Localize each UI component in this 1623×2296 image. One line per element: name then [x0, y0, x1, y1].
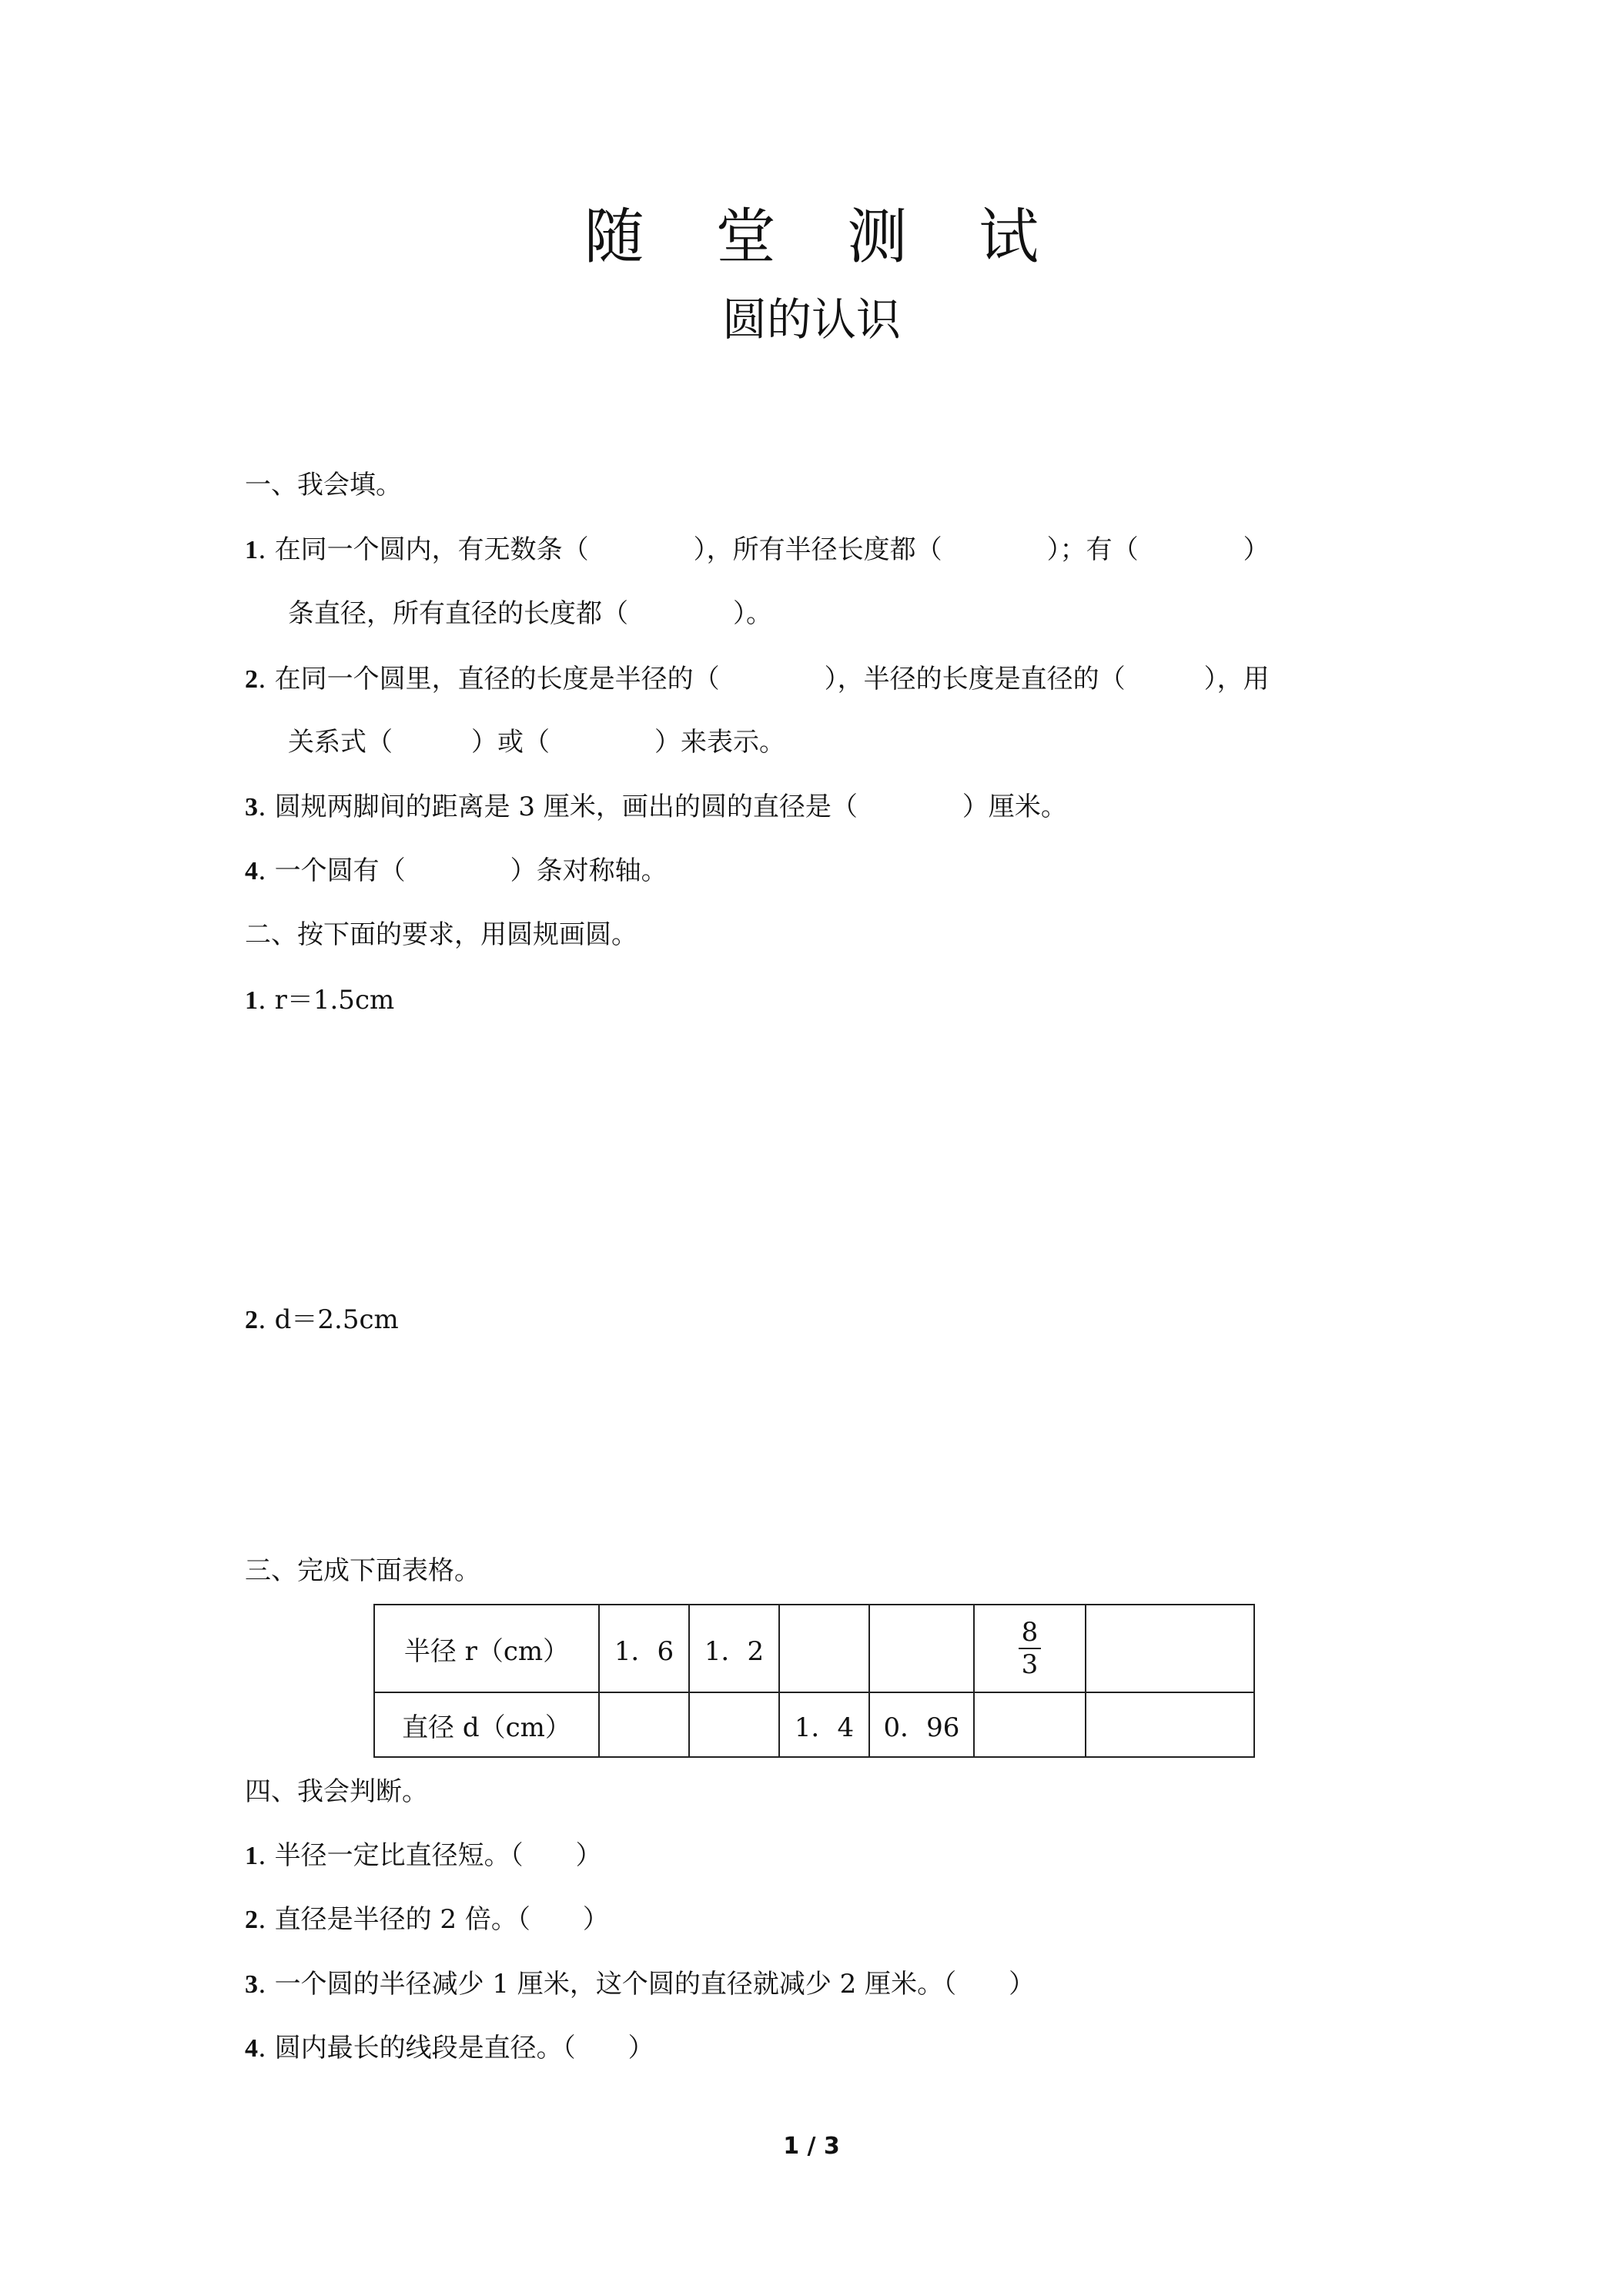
page-title: 随 堂 测 试 — [584, 202, 1066, 272]
question-number: 1 — [245, 986, 258, 1015]
fraction-denominator: 3 — [1021, 1649, 1039, 1680]
table-row-radius — [374, 1605, 1254, 1692]
question-4-4 — [245, 2030, 654, 2067]
question-number: 3 — [245, 1970, 258, 1999]
question-number: 4 — [245, 2034, 258, 2063]
question-4-2 — [245, 1901, 609, 1939]
question-text: . r＝1.5cm — [258, 985, 395, 1016]
question-number: 2 — [245, 1906, 258, 1934]
question-text: . 一个圆的半径减少 1 厘米，这个圆的直径就减少 2 厘米。（ ） — [258, 1969, 1036, 2000]
question-1-2 — [245, 661, 1270, 698]
question-4-1 — [245, 1837, 602, 1875]
table-cell — [779, 1605, 869, 1692]
table-cell-label: 直径 d（cm） — [374, 1692, 599, 1757]
question-number: 2 — [245, 1306, 258, 1334]
table-cell — [689, 1692, 779, 1757]
question-number: 3 — [245, 793, 258, 822]
question-text: . 一个圆有（ ）条对称轴。 — [258, 855, 668, 886]
table-cell: 0．96 — [869, 1692, 974, 1757]
question-1-1 — [245, 531, 1270, 569]
table-cell-label: 半径 r（cm） — [374, 1605, 599, 1692]
table-cell — [1086, 1605, 1254, 1692]
question-1-3 — [245, 788, 1067, 826]
question-text: . 半径一定比直径短。（ ） — [258, 1840, 602, 1871]
page-number: 1 / 3 — [783, 2133, 840, 2160]
table-cell-fraction — [974, 1605, 1086, 1692]
question-2-1 — [245, 982, 394, 1019]
section-1-heading: 一、我会填。 — [245, 470, 402, 500]
table-cell — [599, 1692, 689, 1757]
table-cell — [1086, 1692, 1254, 1757]
section-4-heading: 四、我会判断。 — [245, 1776, 428, 1807]
question-text: . 在同一个圆里，直径的长度是半径的（ ），半径的长度是直径的（ ），用 — [258, 664, 1270, 694]
fraction-numerator: 8 — [1019, 1617, 1042, 1649]
question-4-3 — [245, 1966, 1035, 2003]
fraction — [1019, 1617, 1042, 1680]
section-2-heading: 二、按下面的要求，用圆规画圆。 — [245, 919, 637, 950]
section-3-heading: 三、完成下面表格。 — [245, 1555, 480, 1586]
question-text: . 圆规两脚间的距离是 3 厘米，画出的圆的直径是（ ）厘米。 — [258, 792, 1067, 822]
question-number: 1 — [245, 1842, 258, 1870]
page-subtitle: 圆的认识 — [721, 293, 901, 346]
question-number: 4 — [245, 857, 258, 885]
table-cell — [869, 1605, 974, 1692]
question-text: . 在同一个圆内，有无数条（ ），所有半径长度都（ ）；有（ ） — [258, 534, 1270, 565]
question-1-4 — [245, 852, 668, 890]
question-text: . 直径是半径的 2 倍。（ ） — [258, 1904, 609, 1935]
question-text: . 圆内最长的线段是直径。（ ） — [258, 2033, 654, 2063]
table-row-diameter — [374, 1692, 1254, 1757]
question-number: 1 — [245, 536, 258, 564]
question-text: . d＝2.5cm — [258, 1304, 399, 1335]
radius-diameter-table — [373, 1604, 1255, 1758]
question-2-2 — [245, 1301, 399, 1339]
table-cell: 1．2 — [689, 1605, 779, 1692]
question-1-1-continued: 条直径，所有直径的长度都（ ）。 — [288, 598, 772, 629]
table-cell: 1．4 — [779, 1692, 869, 1757]
table-cell — [974, 1692, 1086, 1757]
question-1-2-continued: 关系式（ ）或（ ）来表示。 — [288, 727, 785, 758]
question-number: 2 — [245, 665, 258, 694]
table-cell: 1．6 — [599, 1605, 689, 1692]
